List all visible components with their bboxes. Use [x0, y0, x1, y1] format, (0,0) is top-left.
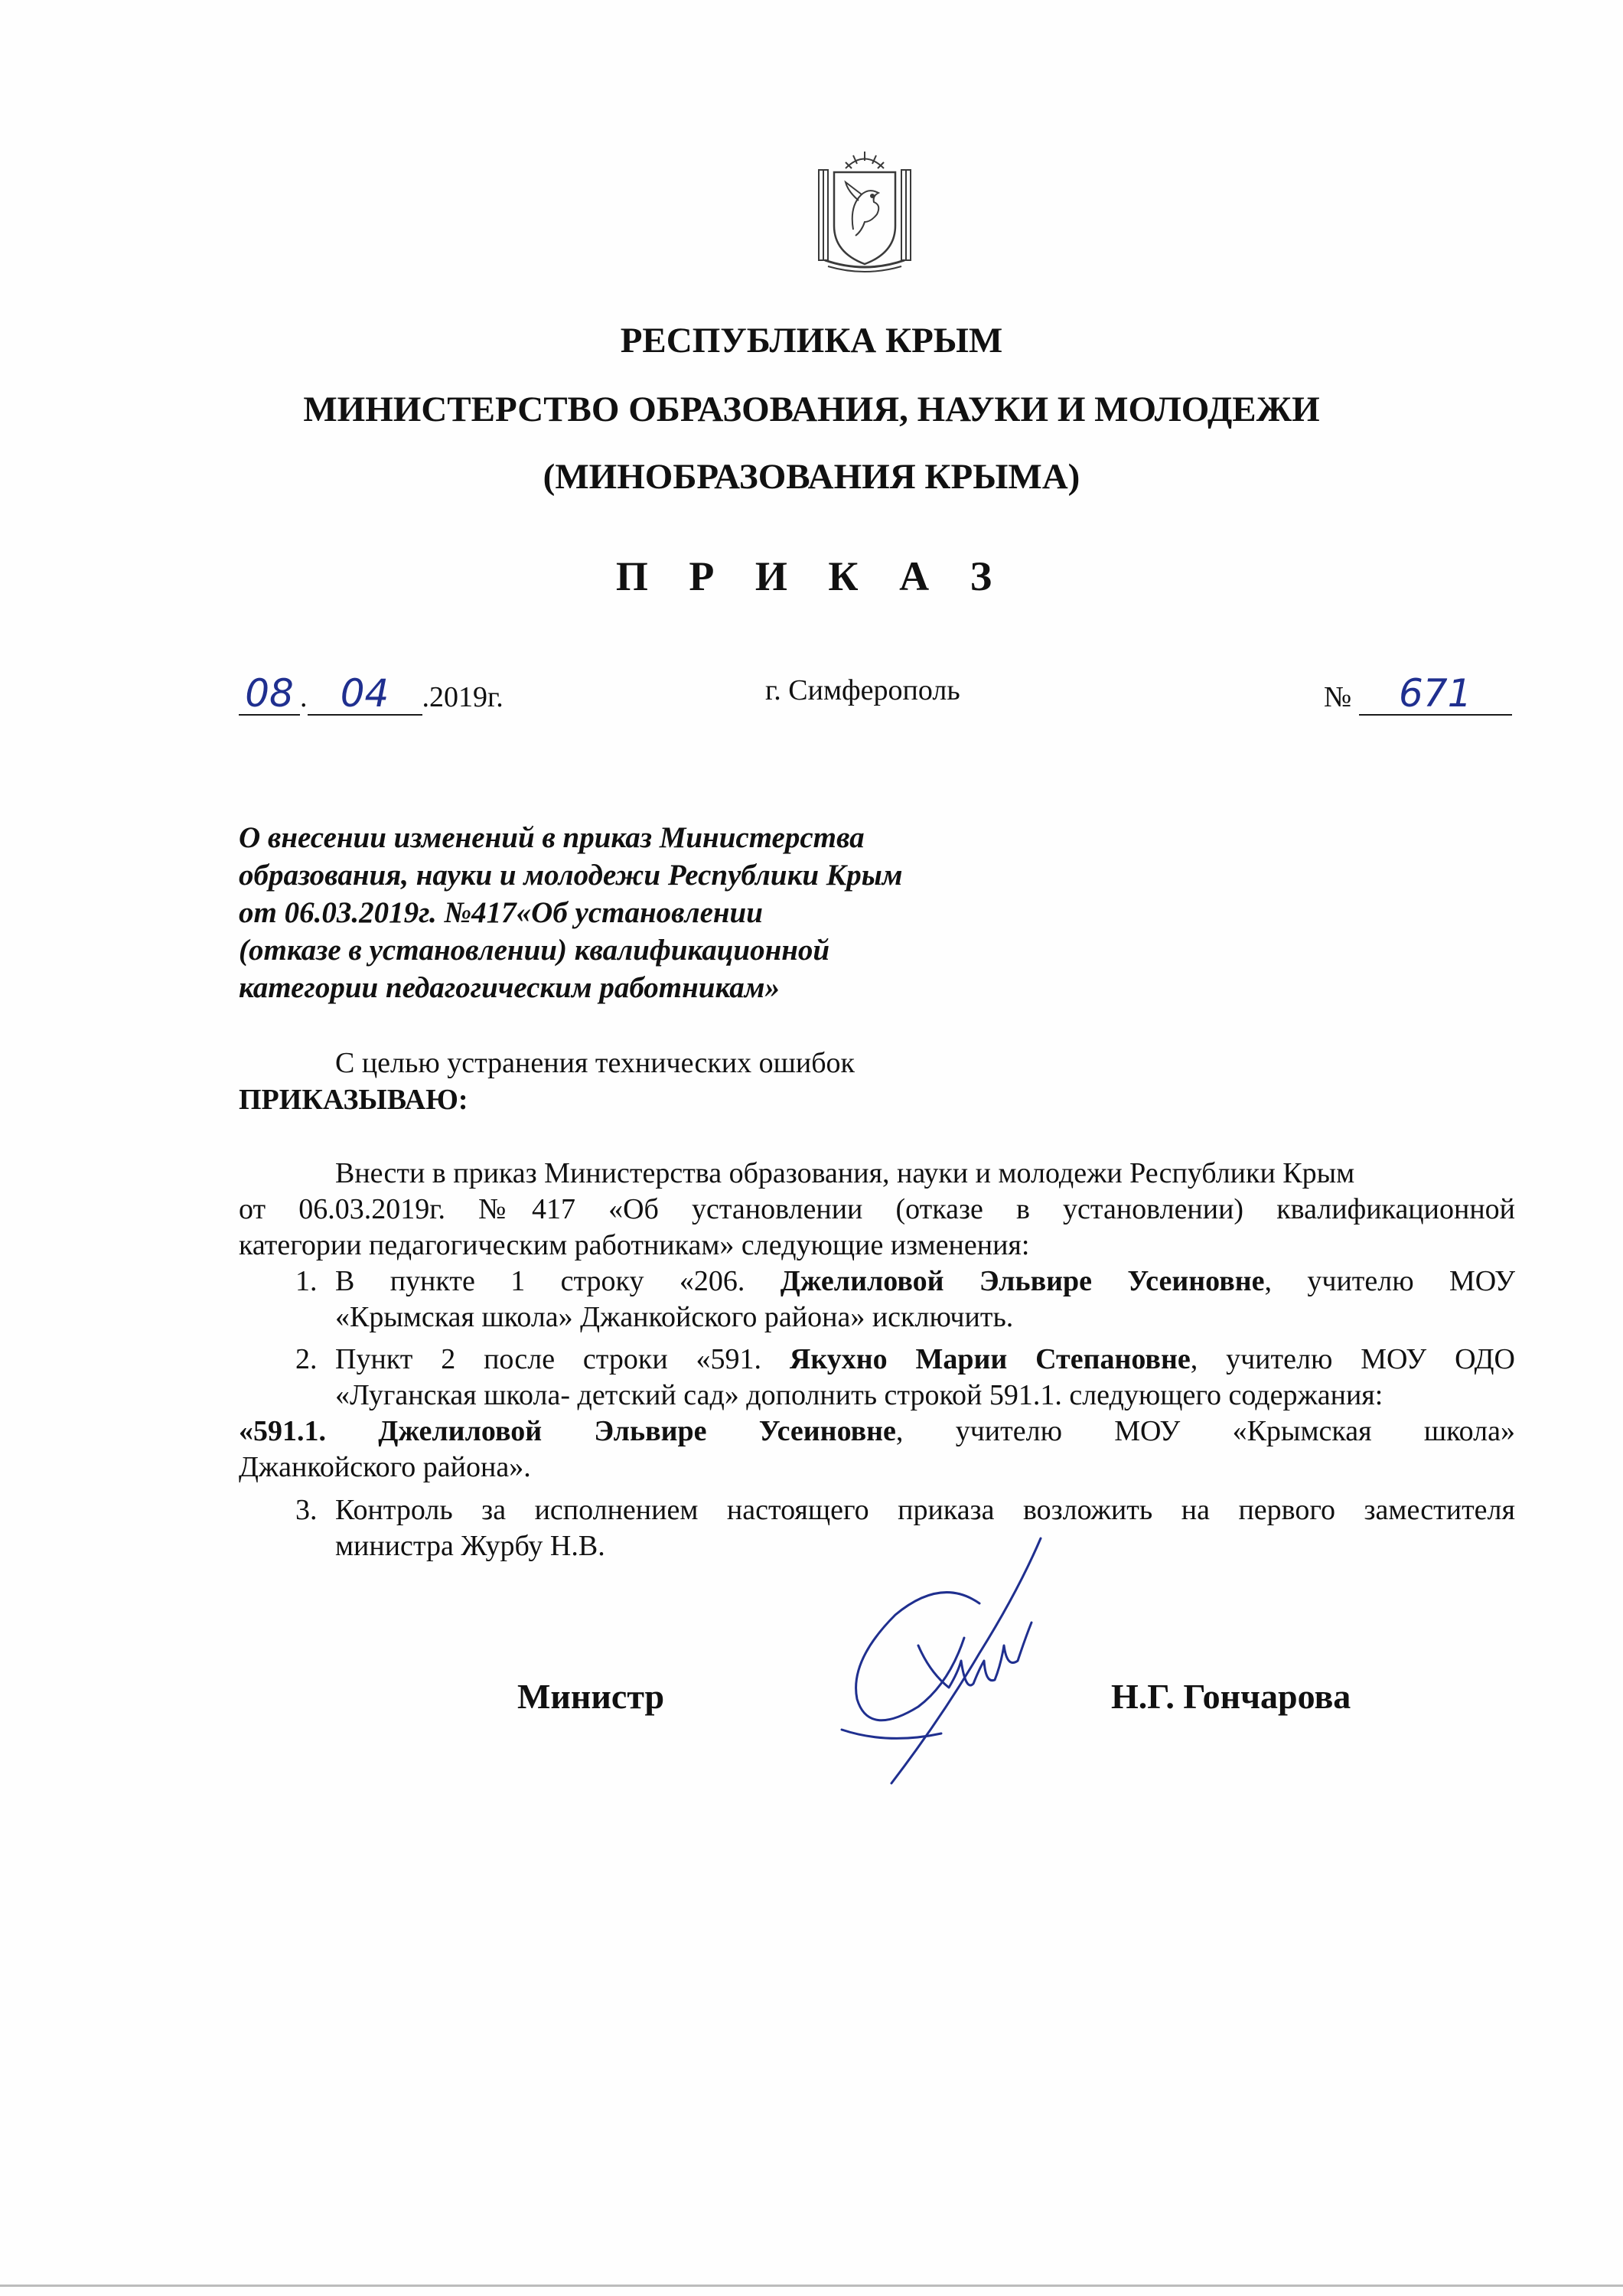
date-day: 08: [239, 673, 300, 716]
order-subject: [239, 819, 1004, 1006]
list-item: 3. Контроль за исполнением настоящего приказа возложить на первого заместителя министра Журбу Н.В.: [295, 1494, 1515, 1562]
subject-line: от 06.03.2019г. №417«Об установлении: [239, 896, 763, 929]
item-number: 2.: [295, 1343, 318, 1375]
intro-line: от 06.03.2019г. №417 «Об установлении (отказе в установлении) квалификационной: [239, 1193, 1515, 1225]
coat-of-arms: [811, 145, 918, 276]
list-item: 2. Пункт 2 после строки «591. Якухно Марии Степановне, учителю МОУ ОДО «Луганская школа- детский сад» дополнить строкой 591.1. следующего содержания:: [295, 1343, 1515, 1411]
signature-name: Н.Г. Гончарова: [1111, 1677, 1351, 1716]
subject-line: категории педагогическим работникам»: [239, 971, 780, 1004]
subject-line: образования, науки и молодежи Республики Крым: [239, 859, 903, 892]
item2-continuation: «591.1. Джелиловой Эльвире Усеиновне, учителю МОУ «Крымская школа»: [239, 1415, 1515, 1447]
scan-edge-line: [0, 2285, 1623, 2287]
subject-line: (отказе в установлении) квалификационной: [239, 934, 830, 967]
intro-line: категории педагогическим работникам» следующие изменения:: [239, 1229, 1030, 1261]
person-name: Якухно Марии Степановне: [789, 1343, 1191, 1375]
order-date: 08 . 04 .2019г.: [239, 673, 504, 716]
purpose-text: С целью устранения технических ошибок: [335, 1047, 855, 1079]
signature-title: Министр: [517, 1677, 665, 1716]
document-type: П Р И К А З: [615, 553, 1008, 599]
list-item: 1. В пункте 1 строку «206. Джелиловой Эльвире Усеиновне, учителю МОУ «Крымская школа» Джанкойского района» исключить.: [295, 1265, 1516, 1333]
intro-line: Внести в приказ Министерства образования, науки и молодежи Республики Крым: [335, 1157, 1355, 1189]
ministry-title: МИНИСТЕРСТВО ОБРАЗОВАНИЯ, НАУКИ И МОЛОДЕЖИ: [303, 390, 1320, 429]
item-number: 1.: [295, 1265, 318, 1297]
item-number: 3.: [295, 1494, 318, 1526]
republic-title: РЕСПУБЛИКА КРЫМ: [620, 321, 1003, 360]
order-word: ПРИКАЗЫВАЮ:: [239, 1084, 468, 1116]
date-year: .2019г.: [422, 681, 504, 713]
person-name: Джелиловой Эльвире Усеиновне: [780, 1265, 1265, 1297]
intro-paragraph: [239, 1156, 1515, 1264]
number-label: №: [1324, 681, 1352, 713]
signature-icon: [826, 1531, 1079, 1791]
person-name: «591.1. Джелиловой Эльвире Усеиновне: [239, 1415, 896, 1447]
handwritten-signature: [826, 1531, 1079, 1791]
ministry-short-title: (МИНОБРАЗОВАНИЯ КРЫМА): [543, 457, 1080, 497]
order-city: г. Симферополь: [765, 674, 960, 706]
subject-line: О внесении изменений в приказ Министерства: [239, 821, 865, 854]
number-value: 671: [1359, 673, 1512, 716]
coat-of-arms-icon: [811, 145, 918, 276]
date-month: 04: [308, 673, 422, 716]
order-number: [1324, 673, 1512, 716]
item2-continuation-line: Джанкойского района».: [239, 1451, 531, 1483]
